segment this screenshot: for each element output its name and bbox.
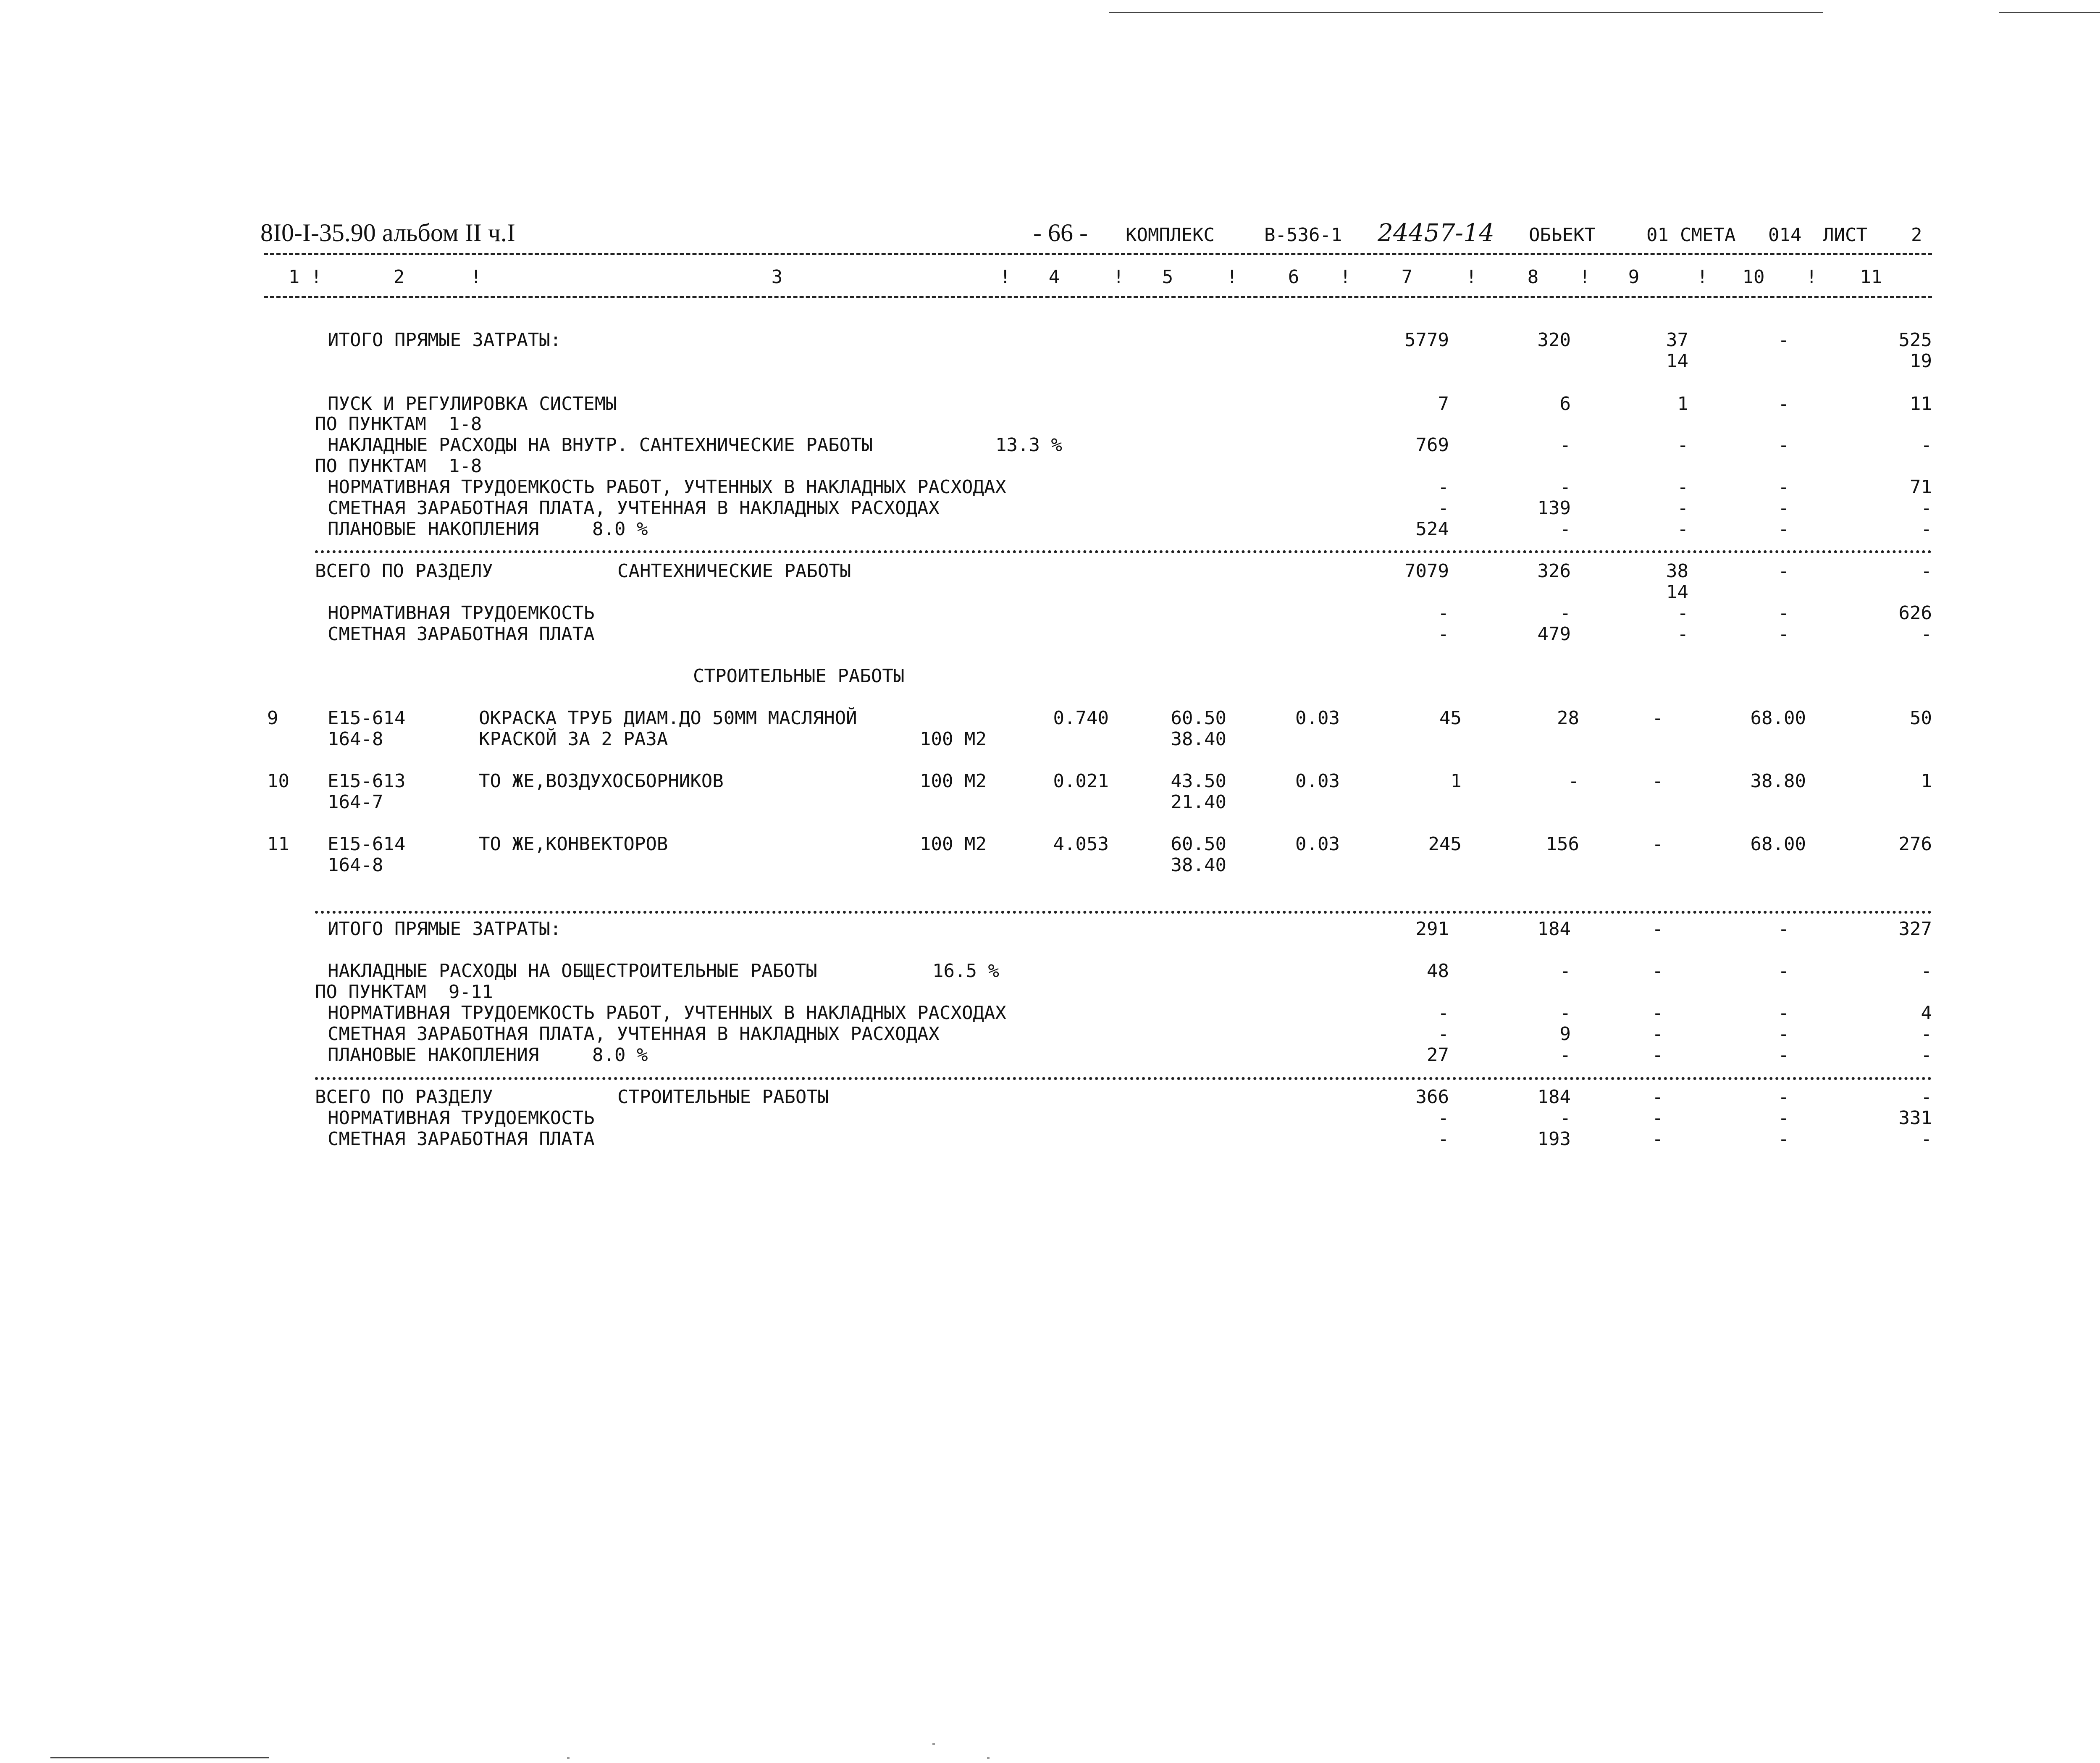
row-label: ВСЕГО ПО РАЗДЕЛУ [315,1086,493,1108]
cell-c10: - [1778,476,1789,498]
row-label: НАКЛАДНЫЕ РАСХОДЫ НА ВНУТР. САНТЕХНИЧЕСКИЕ РАБОТЫ [328,434,873,456]
item-code-ref: 164-8 [328,854,383,876]
cell-c5b: 38.40 [1171,728,1226,750]
cell-c11: 525 [1898,329,1932,351]
cell-c7: 291 [1415,918,1449,940]
col-sep: ! [1000,266,1011,288]
cell-c11: - [1921,518,1932,540]
cell-c10: - [1778,1002,1789,1024]
col-sep: ! [470,266,482,288]
cell-c8: 184 [1537,1086,1571,1108]
cell-c8: - [1559,476,1571,498]
section-divider [315,911,1932,914]
cell-c7: 48 [1427,960,1449,982]
row-percent: 8.0 % [592,1044,648,1066]
cell-c7: 524 [1415,518,1449,540]
header-rule [264,253,1932,255]
cell-c10: - [1778,434,1789,456]
row-label: ПУСК И РЕГУЛИРОВКА СИСТЕМЫ [328,393,617,415]
cell-c8: - [1559,518,1571,540]
item-code-ref: 164-7 [328,791,383,813]
row-label: СМЕТНАЯ ЗАРАБОТНАЯ ПЛАТА [328,623,595,645]
item-description: ТО ЖЕ,ВОЗДУХОСБОРНИКОВ [479,770,724,792]
cell-c11: 331 [1898,1107,1932,1129]
cell-c8: - [1568,770,1579,792]
cell-c11: - [1921,1086,1932,1108]
estimate-label: СМЕТА [1680,224,1736,246]
object-no: 01 [1646,224,1669,246]
cell-c5: 60.50 [1171,707,1226,729]
cell-c11: - [1921,623,1932,645]
col-num-9: 9 [1628,266,1640,288]
cell-c9: - [1652,918,1663,940]
cell-c8: 326 [1537,560,1571,582]
cell-c5b: 21.40 [1171,791,1226,813]
col-num-2: 2 [393,266,405,288]
cell-c11: 11 [1910,393,1932,415]
cell-c6: 0.03 [1295,770,1340,792]
col-sep: ! [1113,266,1124,288]
cell-c9: - [1652,1107,1663,1129]
cell-c11: - [1921,560,1932,582]
item-description: ТО ЖЕ,КОНВЕКТОРОВ [479,833,668,855]
cell-c7: 245 [1428,833,1462,855]
cell-c6: 0.03 [1295,833,1340,855]
cell-c8: 184 [1537,918,1571,940]
col-num-5: 5 [1162,266,1173,288]
cell-c8: - [1559,602,1571,624]
cell-c4: 0.740 [1053,707,1109,729]
cell-c11: 71 [1910,476,1932,498]
col-num-1: 1 [288,266,300,288]
row-label: СМЕТНАЯ ЗАРАБОТНАЯ ПЛАТА, УЧТЕННАЯ В НАКЛАДНЫХ РАСХОДАХ [328,497,940,519]
cell-c9: - [1652,960,1663,982]
col-sep: ! [311,266,322,288]
cell-c10: - [1778,560,1789,582]
cell-c8: 139 [1537,497,1571,519]
cell-c7: - [1438,497,1449,519]
col-sep: ! [1579,266,1591,288]
col-num-7: 7 [1401,266,1413,288]
cell-c10: - [1778,329,1789,351]
cell-c10: - [1778,602,1789,624]
cell-c10: - [1778,1128,1789,1150]
cell-c7: - [1438,1002,1449,1024]
item-number: 9 [267,707,278,729]
row-percent: 13.3 % [995,434,1062,456]
col-num-8: 8 [1527,266,1539,288]
complex-code: В-536-1 [1264,224,1342,246]
row-label: ПЛАНОВЫЕ НАКОПЛЕНИЯ [328,518,539,540]
row-sublabel: ПО ПУНКТАМ 9-11 [315,981,493,1003]
cell-c7: 5779 [1404,329,1449,351]
cell-c7: 27 [1427,1044,1449,1066]
cell-c9: - [1652,1044,1663,1066]
cell-c9: - [1652,1023,1663,1045]
cell-c7: - [1438,1128,1449,1150]
cell-c11: - [1921,497,1932,519]
section-divider [315,550,1932,553]
cell-c9: - [1652,833,1663,855]
cell-c7: - [1438,1107,1449,1129]
row-label: НОРМАТИВНАЯ ТРУДОЕМКОСТЬ РАБОТ, УЧТЕННЫХ В НАКЛАДНЫХ РАСХОДАХ [328,476,1006,498]
item-number: 10 [267,770,289,792]
cell-c8: 320 [1537,329,1571,351]
row-label: ВСЕГО ПО РАЗДЕЛУ [315,560,493,582]
cell-c5: 43.50 [1171,770,1226,792]
handwritten-code: 24457-14 [1378,218,1494,247]
cell-c5: 60.50 [1171,833,1226,855]
item-code: Е15-614 [328,707,406,729]
cell-c9: 38 [1666,560,1688,582]
item-number: 11 [267,833,289,855]
cell-c11: 626 [1898,602,1932,624]
row-label: СМЕТНАЯ ЗАРАБОТНАЯ ПЛАТА, УЧТЕННАЯ В НАКЛАДНЫХ РАСХОДАХ [328,1023,940,1045]
scan-line [50,1757,269,1758]
col-num-11: 11 [1860,266,1882,288]
row-label: ПЛАНОВЫЕ НАКОПЛЕНИЯ [328,1044,539,1066]
section-name: САНТЕХНИЧЕСКИЕ РАБОТЫ [617,560,851,582]
cell-c10: - [1778,1086,1789,1108]
cell-c9: - [1677,518,1688,540]
cell-c10: - [1778,518,1789,540]
col-sep: ! [1226,266,1238,288]
row-label: НАКЛАДНЫЕ РАСХОДЫ НА ОБЩЕСТРОИТЕЛЬНЫЕ РАБОТЫ [328,960,817,982]
cell-c8: - [1559,1044,1571,1066]
cell-c4: 0.021 [1053,770,1109,792]
cell-c9b: 14 [1666,581,1688,603]
cell-c10: 68.00 [1750,707,1806,729]
item-unit: 100 М2 [920,770,987,792]
cell-c9: - [1677,497,1688,519]
cell-c9: - [1652,1002,1663,1024]
cell-c4: 4.053 [1053,833,1109,855]
cell-c11: - [1921,1044,1932,1066]
cell-c11: 327 [1898,918,1932,940]
cell-c10: - [1778,1107,1789,1129]
cell-c7: 769 [1415,434,1449,456]
row-label: НОРМАТИВНАЯ ТРУДОЕМКОСТЬ [328,1107,595,1129]
scan-speck [932,1743,935,1745]
cell-c11: - [1921,1128,1932,1150]
cell-c11: 276 [1898,833,1932,855]
col-sep: ! [1340,266,1351,288]
page-number: - 66 - [1033,219,1088,247]
cell-c9: - [1652,1128,1663,1150]
cell-c7: 7079 [1404,560,1449,582]
item-unit: 100 М2 [920,728,987,750]
section-title: СТРОИТЕЛЬНЫЕ РАБОТЫ [693,665,905,687]
cell-c9b: 14 [1666,350,1688,372]
cell-c11: 50 [1910,707,1932,729]
row-sublabel: ПО ПУНКТАМ 1-8 [315,413,482,435]
cell-c11: 1 [1921,770,1932,792]
row-label: ИТОГО ПРЯМЫЕ ЗАТРАТЫ: [328,329,562,351]
column-rule [264,296,1932,298]
col-sep: ! [1466,266,1477,288]
cell-c8: 9 [1559,1023,1571,1045]
cell-c7: - [1438,1023,1449,1045]
cell-c8: - [1559,434,1571,456]
row-sublabel: ПО ПУНКТАМ 1-8 [315,455,482,477]
cell-c11: - [1921,960,1932,982]
col-sep: ! [1806,266,1817,288]
cell-c11b: 19 [1910,350,1932,372]
cell-c10: - [1778,497,1789,519]
cell-c10: - [1778,960,1789,982]
item-unit: 100 М2 [920,833,987,855]
cell-c9: - [1677,623,1688,645]
sheet-no: 2 [1911,224,1922,246]
cell-c7: - [1438,476,1449,498]
cell-c8: - [1559,960,1571,982]
scan-line [1999,12,2100,13]
cell-c11: - [1921,1023,1932,1045]
cell-c7: - [1438,623,1449,645]
cell-c7: 7 [1438,393,1449,415]
row-label: НОРМАТИВНАЯ ТРУДОЕМКОСТЬ [328,602,595,624]
row-percent: 8.0 % [592,518,648,540]
col-sep: ! [1697,266,1708,288]
cell-c10: - [1778,918,1789,940]
cell-c9: - [1677,602,1688,624]
section-divider [315,1077,1932,1080]
cell-c9: 1 [1677,393,1688,415]
cell-c9: - [1677,434,1688,456]
sheet-label: ЛИСТ [1823,224,1867,246]
cell-c10: 38.80 [1750,770,1806,792]
item-description-cont: КРАСКОЙ ЗА 2 РАЗА [479,728,668,750]
row-label: ИТОГО ПРЯМЫЕ ЗАТРАТЫ: [328,918,562,940]
item-code-ref: 164-8 [328,728,383,750]
cell-c11: - [1921,434,1932,456]
cell-c8: 28 [1557,707,1579,729]
estimate-no: 014 [1768,224,1802,246]
col-num-6: 6 [1288,266,1299,288]
object-label: ОБЬЕКТ [1529,224,1596,246]
section-name: СТРОИТЕЛЬНЫЕ РАБОТЫ [617,1086,829,1108]
cell-c8: 193 [1537,1128,1571,1150]
item-description: ОКРАСКА ТРУБ ДИАМ.ДО 50ММ МАСЛЯНОЙ [479,707,857,729]
doc-code: 8I0-I-35.90 альбом II ч.I [260,219,515,247]
col-num-3: 3 [771,266,783,288]
cell-c9: - [1677,476,1688,498]
row-label: НОРМАТИВНАЯ ТРУДОЕМКОСТЬ РАБОТ, УЧТЕННЫХ В НАКЛАДНЫХ РАСХОДАХ [328,1002,1006,1024]
scan-speck [987,1757,990,1759]
cell-c7: 366 [1415,1086,1449,1108]
cell-c8: 6 [1559,393,1571,415]
scan-line [1109,12,1823,13]
cell-c8: 479 [1537,623,1571,645]
col-num-10: 10 [1742,266,1765,288]
cell-c8: 156 [1546,833,1579,855]
col-num-4: 4 [1048,266,1060,288]
cell-c5b: 38.40 [1171,854,1226,876]
cell-c8: - [1559,1002,1571,1024]
cell-c10: - [1778,393,1789,415]
cell-c10: - [1778,623,1789,645]
cell-c10: - [1778,1023,1789,1045]
item-code: Е15-614 [328,833,406,855]
cell-c11: 4 [1921,1002,1932,1024]
cell-c7: - [1438,602,1449,624]
item-code: Е15-613 [328,770,406,792]
complex-label: КОМПЛЕКС [1126,224,1215,246]
cell-c10: - [1778,1044,1789,1066]
row-percent: 16.5 % [932,960,999,982]
cell-c9: - [1652,770,1663,792]
cell-c7: 45 [1439,707,1462,729]
cell-c6: 0.03 [1295,707,1340,729]
cell-c9: 37 [1666,329,1688,351]
cell-c10: 68.00 [1750,833,1806,855]
cell-c9: - [1652,1086,1663,1108]
cell-c7: 1 [1450,770,1462,792]
cell-c8: - [1559,1107,1571,1129]
row-label: СМЕТНАЯ ЗАРАБОТНАЯ ПЛАТА [328,1128,595,1150]
scan-speck [567,1757,570,1759]
cell-c9: - [1652,707,1663,729]
